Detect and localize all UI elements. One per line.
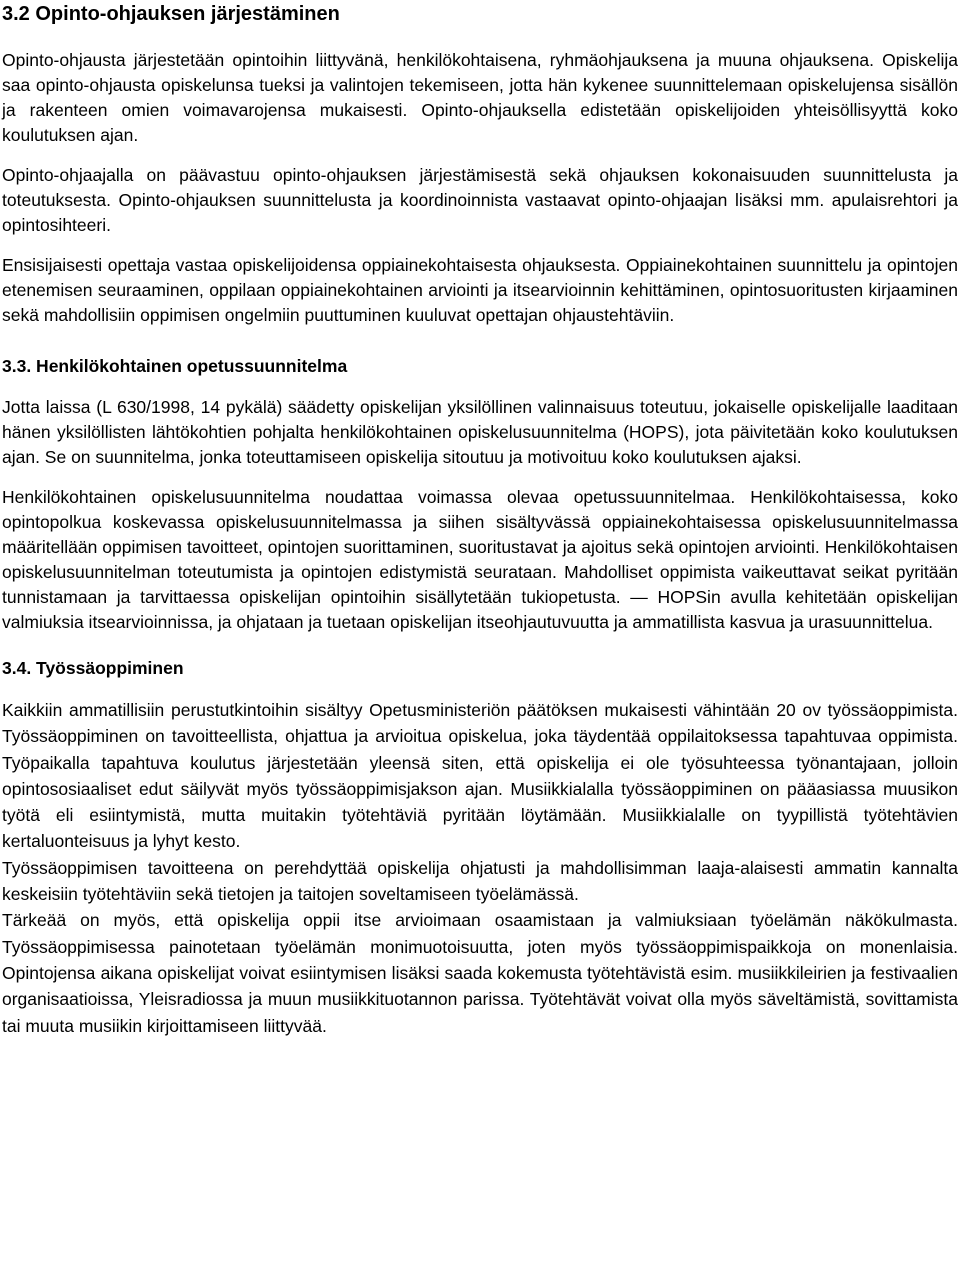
paragraph: Tärkeää on myös, että opiskelija oppii itse arvioimaan osaamistaan ja valmiuksiaan työelämän näkökulmasta. Työssäoppimisessa painotetaan työelämän monimuotoisuutta, joten myös työssäoppimispaikkoja on monenlaisia. Opintojensa aikana opiskelijat voivat esiintymisen lisäksi saada kokemusta työtehtävistä esim. musiikkileirien ja festivaalien organisaatioissa, Yleisradiossa ja muun musiikkituotannon parissa. Työtehtävät voivat olla myös säveltämistä, sovittamista tai muuta musiikin kirjoittamiseen liittyvää. xyxy=(2,910,958,1036)
paragraph: Ensisijaisesti opettaja vastaa opiskelijoidensa oppiainekohtaisesta ohjauksesta. Oppiainekohtainen suunnittelu ja opintojen etenemisen seuraaminen, oppilaan oppiainekohtainen arviointi ja itsearvioinnin kehittäminen, opintosuoritusten kirjaaminen sekä mahdollisiin oppimisen ongelmiin puuttuminen kuuluvat opettajan ohjaustehtäviin. xyxy=(2,255,958,325)
paragraph: Opinto-ohjaajalla on päävastuu opinto-ohjauksen järjestämisestä sekä ohjauksen kokonaisuuden suunnittelusta ja toteutuksesta. Opinto-ohjauksen suunnittelusta ja koordinoinnista vastaavat opinto-ohjaajan lisäksi mm. apulaisrehtori ja opintosihteeri. xyxy=(2,165,958,235)
section-heading-3-2: 3.2 Opinto-ohjauksen järjestäminen xyxy=(2,3,340,25)
paragraph: Henkilökohtainen opiskelusuunnitelma noudattaa voimassa olevaa opetussuunnitelmaa. Henkilökohtaisessa, koko opintopolkua koskevassa opiskelusuunnitelmassa ja siihen sisältyvässä oppiainekohtaisessa opiskelusuunnitelmassa määritellään oppimisen tavoitteet, opintojen suorittaminen, suoritustavat ja ajoitus sekä opintojen arviointi. Henkilökohtaisen opiskelusuunnitelman toteutumista ja opintojen edistymistä seurataan. Mahdolliset oppimista vaikeuttavat seikat pyritään tunnistamaan ja tarvittaessa opiskelijan opintoihin sisällytetään tukiopetusta. — HOPSin avulla kehitetään opiskelijan valmiuksia itsearvioinnissa, ja ohjataan ja tuetaan opiskelijan itseohjautuvuutta ja ammatillista kasvua ja urasuunnittelua. xyxy=(2,487,958,632)
paragraph: Opinto-ohjausta järjestetään opintoihin liittyvänä, henkilökohtaisena, ryhmäohjauksena ja muuna ohjauksena. Opiskelija saa opinto-ohjausta opiskelunsa tueksi ja valintojen tekemiseen, jotta hän kykenee suunnittelemaan opiskelujensa sisällön ja rakenteen omien voimavarojensa mukaisesti. Opinto-ohjauksella edistetään opiskelijoiden yhteisöllisyyttä koko koulutuksen ajan. xyxy=(2,50,958,145)
paragraph: Jotta laissa (L 630/1998, 14 pykälä) säädetty opiskelijan yksilöllinen valinnaisuus toteutuu, jokaiselle opiskelijalle laaditaan hänen yksilöllisten lähtökohtien pohjalta henkilökohtainen opiskelusuunnitelma (HOPS), jota päivitetään koko koulutuksen ajan. Se on suunnitelma, jonka toteuttamiseen opiskelija sitoutuu ja motivoituu koko koulutuksen ajaksi. xyxy=(2,397,958,467)
paragraph: Työssäoppimisen tavoitteena on perehdyttää opiskelija ohjatusti ja mahdollisimman laaja-alaisesti ammatin kannalta keskeisiin työtehtäviin sekä tietojen ja taitojen soveltamiseen työelämässä. xyxy=(2,857,958,905)
section-heading-3-3: 3.3. Henkilökohtainen opetussuunnitelma xyxy=(2,356,348,376)
section-heading-3-4: 3.4. Työssäoppiminen xyxy=(2,658,184,678)
section-hops xyxy=(2,355,958,635)
paragraph: Kaikkiin ammatillisiin perustutkintoihin sisältyy Opetusministeriön päätöksen mukaisesti vähintään 20 ov työssäoppimista. Työssäoppiminen on tavoitteellista, ohjattua ja arvioitua opiskelua, joka täydentää oppilaitoksessa tapahtuvaa oppimista. Työpaikalla tapahtuva koulutus järjestetään yleensä siten, että opiskelija ei ole työsuhteessa työnantajaan, jolloin opintososiaaliset edut säilyvät myös työssäoppimisjakson ajan. Musiikkialalla työssäoppiminen on pääasiassa muusikon työtä eli esiintymistä, mutta muitakin työtehtäviä pyritään löytämään. Musiikkialalle on tyypillistä työtehtävien kertaluonteisuus ja lyhyt kesto. xyxy=(2,700,958,852)
section-tyossaoppiminen xyxy=(2,657,958,1039)
section-opinto-ohjaus xyxy=(2,0,958,328)
